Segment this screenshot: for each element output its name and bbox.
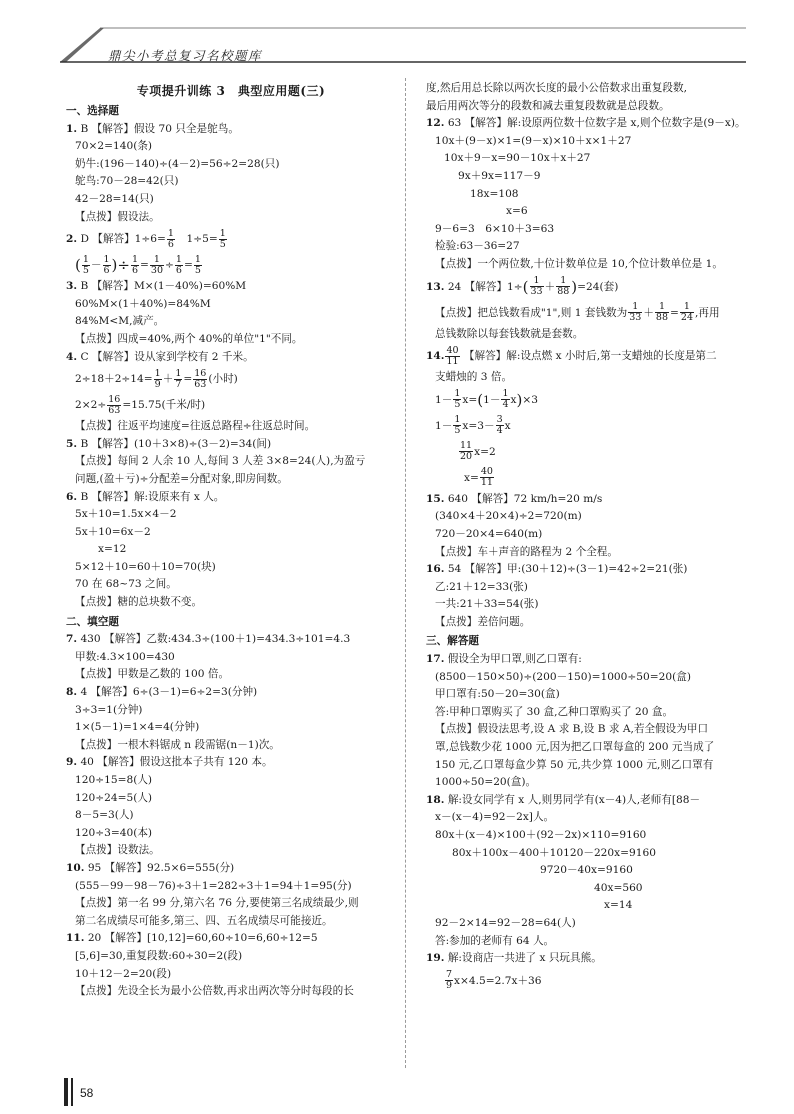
section-solve: 三、解答题 [426, 635, 479, 648]
hint-text: 【点拨】甲数是乙数的 100 倍。 [75, 668, 230, 681]
hint-text: 问题,(盈＋亏)÷分配差=分配对象,即房间数。 [75, 472, 288, 485]
answer-text: 10x＋(9－x)×1=(9－x)×10＋x×1＋27 [435, 134, 632, 147]
answer-15 [426, 491, 756, 561]
left-column [66, 80, 396, 1001]
answer-text: 80x＋(x－4)×100＋(92－2x)×110=9160 [435, 829, 647, 841]
answer-text: x=6 [506, 205, 528, 218]
answer-equation: ( $\frac{1}{5}$ － $\frac{1}{6}$ )÷ $\frac{1}{6}$ = $\frac{1}{30}$ ÷ $\frac{1}{6}$ = $\frac{1}{5}$ [75, 253, 201, 276]
hint-text: 【点拨】每间 2 人余 10 人,每间 3 人差 3×8=24(人),为盈亏 [75, 455, 366, 468]
answer-text: 乙:21＋12=33(张) [435, 580, 528, 593]
answer-text: 24 【解答】1÷ [447, 280, 523, 293]
answer-13: 13. 24 【解答】1÷( $\frac{1}{33}$ ＋ $\frac{1}{88}$ )=24(套) 【点拨】把总钱数看成"1",则 1 套钱数为 $\frac{1}{33}$ ＋ $\frac{1}{88}$ = $\frac{1}{24}$ ,再用 总钱数除以每套钱数就是套数。 [426, 274, 756, 344]
answer-1 [66, 121, 396, 227]
answer-text: B 【解答】解:设原来有 x 人。 [80, 490, 225, 503]
answer-text: B 【解答】假设 70 只全是鸵鸟。 [80, 122, 239, 135]
hint-text: 【点拨】往返平均速度=往返总路程÷往返总时间。 [75, 420, 316, 433]
answer-text: 40 【解答】假设这批本子共有 120 本。 [80, 756, 273, 769]
item-number: 11. [66, 932, 85, 945]
answer-text: C 【解答】设从家到学校有 2 千米。 [80, 350, 254, 363]
fraction: $\frac{1}{5}$ [219, 227, 226, 250]
answer-6 [66, 489, 396, 612]
item-number: 12. [426, 117, 445, 130]
answer-3 [66, 278, 396, 348]
answer-text: 答:参加的老师有 64 人。 [435, 934, 555, 947]
hint-text: 【点拨】先设全长为最小公倍数,再求出两次等分时每段的长 [75, 985, 354, 998]
answer-text: (340×4＋20×4)÷2=720(m) [435, 510, 582, 523]
answer-text: 18x=108 [470, 187, 519, 200]
item-number: 15. [426, 492, 445, 505]
item-number: 7. [66, 633, 78, 646]
item-number: 4. [66, 350, 78, 363]
answer-text: 3÷3=1(分钟) [75, 703, 143, 716]
hint-text: 【点拨】假设法。 [75, 210, 160, 223]
item-number: 16. [426, 563, 445, 576]
item-number: 6. [66, 490, 78, 503]
column-divider [405, 78, 406, 1068]
answer-18 [426, 792, 756, 950]
answer-text: 4 【解答】6÷(3－1)=6÷2=3(分钟) [80, 686, 258, 699]
answer-text: 10x＋9－x=90－10x＋x＋27 [444, 152, 591, 165]
item-number: 3. [66, 280, 78, 293]
hint-text: 【点拨】设数法。 [75, 844, 160, 857]
item-number: 9. [66, 756, 78, 769]
answer-4 [66, 349, 396, 436]
item-number: 8. [66, 686, 78, 699]
answer-text: =24(套) [577, 280, 619, 293]
series-title: 鼎尖小考总复习名校题库 [108, 48, 263, 63]
hint-text: 1000÷50=20(盒)。 [435, 776, 537, 789]
hint-text: 【点拨】假设法思考,设 A 求 B,设 B 求 A,若全假设为甲口 [435, 723, 709, 736]
answer-10 [66, 860, 396, 930]
hint-text: 【点拨】把总钱数看成"1",则 1 套钱数为 $\frac{1}{33}$ ＋ $\frac{1}{88}$ = $\frac{1}{24}$ ,再用 [435, 301, 720, 324]
answer-text: 70×2=140(条) [75, 140, 153, 153]
answer-equation: $\frac{7}{9}$ x×4.5=2.7x＋36 [446, 969, 542, 992]
answer-text: 甲数:4.3×100=430 [75, 650, 175, 663]
item-number: 2. [66, 233, 78, 246]
answer-text: 解:设商店一共进了 x 只玩具熊。 [447, 952, 602, 965]
answer-text: 84%M<M,减产。 [75, 315, 165, 328]
answer-text: 奶牛:(196－140)÷(4－2)=56÷2=28(只) [75, 157, 280, 170]
answer-text: 9－6=3 6×10＋3=63 [435, 222, 555, 235]
answer-text: 答:甲种口罩购买了 30 盒,乙种口罩购买了 20 盒。 [435, 705, 674, 718]
answer-text: D 【解答】1÷6= [80, 233, 166, 246]
answer-text: 支蜡烛的 3 倍。 [435, 371, 513, 384]
footer-bar [64, 1078, 68, 1106]
answer-text: 120÷15=8(人) [75, 774, 153, 786]
answer-9 [66, 754, 396, 860]
page-header [0, 0, 794, 70]
item-number: 18. [426, 793, 445, 806]
hint-text: 罩,总钱数少花 1000 元,因为把乙口罩每盒的 200 元当成了 [435, 741, 715, 754]
answer-text: 1×(5－1)=1×4=4(分钟) [75, 721, 200, 734]
hint-text: 第二名成绩尽可能多,第三、四、五名成绩尽可能接近。 [75, 914, 333, 927]
item-number: 14. [426, 350, 445, 363]
answer-text: (555－99－98－76)÷3＋1=282÷3＋1=94＋1=95(分) [75, 879, 352, 892]
answer-text: B 【解答】M×(1－40%)=60%M [80, 280, 247, 293]
section-choice: 一、选择题 [66, 105, 119, 117]
answer-text: 430 【解答】乙数:434.3÷(100＋1)=434.3÷101=4.3 [80, 633, 351, 646]
answer-text: 【解答】解:设点燃 x 小时后,第一支蜡烛的长度是第二 [463, 350, 717, 363]
answer-14 [426, 343, 756, 491]
answer-text: 720－20×4=640(m) [435, 527, 543, 540]
answer-text: (8500－150×50)÷(200－150)=1000÷50=20(盒) [435, 670, 691, 683]
answer-text: 5×12＋10=60＋10=70(块) [75, 560, 216, 573]
answer-text: x=12 [98, 543, 127, 556]
answer-text: 42－28=14(只) [75, 192, 154, 205]
fraction: $\frac{1}{6}$ [167, 227, 174, 250]
answer-equation: 2÷18＋2÷14= $\frac{1}{9}$ ＋ $\frac{1}{7}$ = $\frac{16}{63}$ (小时) [75, 367, 238, 390]
item-number: 10. [66, 861, 85, 874]
answer-text: 9x＋9x=117－9 [458, 169, 541, 182]
right-column [426, 80, 756, 994]
answer-text: 120÷24=5(人) [75, 791, 153, 804]
hint-text: 【点拨】一个两位数,十位计数单位是 10,个位计数单位是 1。 [435, 257, 723, 270]
hint-text: 【点拨】糖的总块数不变。 [75, 596, 203, 609]
answer-text: 甲口罩有:50－20=30(盒) [435, 688, 560, 701]
answer-text: [5,6]=30,重复段数:60÷30=2(段) [75, 949, 243, 962]
answer-text: 5x＋10=1.5x×4－2 [75, 508, 177, 521]
hint-text: 150 元,乙口罩每盒少算 50 元,共少算 1000 元,则乙口罩有 [435, 758, 714, 771]
answer-text: 8－5=3(人) [75, 809, 134, 822]
answer-text: 80x＋100x－400＋10120－220x=9160 [452, 846, 656, 859]
item-number: 1. [66, 122, 78, 135]
answer-text: x=14 [604, 899, 633, 912]
answer-text: 1÷5= [175, 233, 218, 246]
footer-bar [71, 1078, 73, 1106]
hint-text: 【点拨】四成=40%,两个 40%的单位"1"不同。 [75, 332, 303, 345]
hint-text: 【点拨】第一名 99 分,第六名 76 分,要使第三名成绩最少,则 [75, 897, 359, 910]
answer-text: 54 【解答】甲:(30＋12)÷(3－1)=42÷2=21(张) [447, 563, 688, 576]
hint-text: 总钱数除以每套钱数就是套数。 [435, 327, 584, 340]
answer-text: 9720－40x=9160 [540, 864, 633, 877]
answer-text: 120÷3=40(本) [75, 826, 153, 839]
answer-2 [66, 226, 396, 278]
answer-text: 一共:21＋33=54(张) [435, 598, 539, 611]
item-number: 13. [426, 280, 445, 293]
answer-text: 95 【解答】92.5×6=555(分) [87, 861, 235, 874]
answer-equation: 1－ $\frac{1}{5}$ x=3－ $\frac{3}{4}$ x [435, 414, 511, 437]
hint-text: 最后用两次等分的段数和减去重复段数就是总段数。 [426, 99, 670, 112]
answer-7 [66, 631, 396, 684]
answer-8 [66, 684, 396, 754]
answer-text: 5x＋10=6x－2 [75, 525, 151, 538]
item-number: 19. [426, 952, 445, 965]
answer-12 [426, 115, 756, 273]
hint-text: 【点拨】车＋声音的路程为 2 个全程。 [435, 545, 618, 558]
fraction-answer: $\frac{40}{11}$ [446, 344, 459, 367]
answer-17 [426, 651, 756, 792]
answer-equation: x= $\frac{40}{11}$ [464, 466, 493, 489]
answer-text: 鸵鸟:70－28=42(只) [75, 175, 179, 188]
hint-text: 度,然后用总长除以两次长度的最小公倍数求出重复段数, [426, 82, 687, 94]
answer-text: x－(x－4)=92－2x]人。 [435, 811, 555, 824]
answer-text: 10＋12－2=20(段) [75, 967, 172, 980]
answer-text: 63 【解答】解:设原两位数十位数字是 x,则个位数字是(9－x)。 [447, 117, 746, 130]
page-number: 58 [80, 1086, 94, 1100]
answer-text: 640 【解答】72 km/h=20 m/s [447, 492, 603, 505]
answer-text: 92－2×14=92－28=64(人) [435, 916, 576, 929]
answer-5 [66, 436, 396, 489]
answer-text: 70 在 68~73 之间。 [75, 578, 177, 591]
answer-text: 40x=560 [594, 881, 643, 894]
hint-text: 【点拨】差倍问题。 [435, 615, 531, 628]
section-title: 专项提升训练 3 典型应用题(三) [136, 84, 326, 98]
answer-16 [426, 561, 756, 631]
answer-text: 60%M×(1＋40%)=84%M [75, 297, 211, 310]
hint-text: 【点拨】一根木料锯成 n 段需锯(n－1)次。 [75, 738, 280, 751]
item-number: 5. [66, 437, 78, 450]
answer-equation: $\frac{11}{20}$ x=2 [460, 440, 496, 463]
answer-equation: 2×2÷ $\frac{16}{63}$ =15.75(千米/时) [75, 393, 206, 416]
answer-text: B 【解答】(10＋3×8)÷(3－2)=34(间) [80, 437, 272, 450]
section-fill: 二、填空题 [66, 615, 119, 628]
answer-equation: 1－ $\frac{1}{5}$ x=(1－ $\frac{1}{4}$ x)×3 [435, 388, 538, 411]
answer-text: 假设全为甲口罩,则乙口罩有: [447, 653, 582, 666]
answer-19 [426, 950, 756, 994]
item-number: 17. [426, 653, 445, 666]
answer-text: 检验:63－36=27 [435, 240, 520, 253]
answer-text: 解:设女同学有 x 人,则男同学有(x－4)人,老师有[88－ [447, 793, 701, 806]
answer-text: 20 【解答】[10,12]=60,60÷10=6,60÷12=5 [87, 932, 318, 945]
answer-11 [66, 930, 396, 1000]
